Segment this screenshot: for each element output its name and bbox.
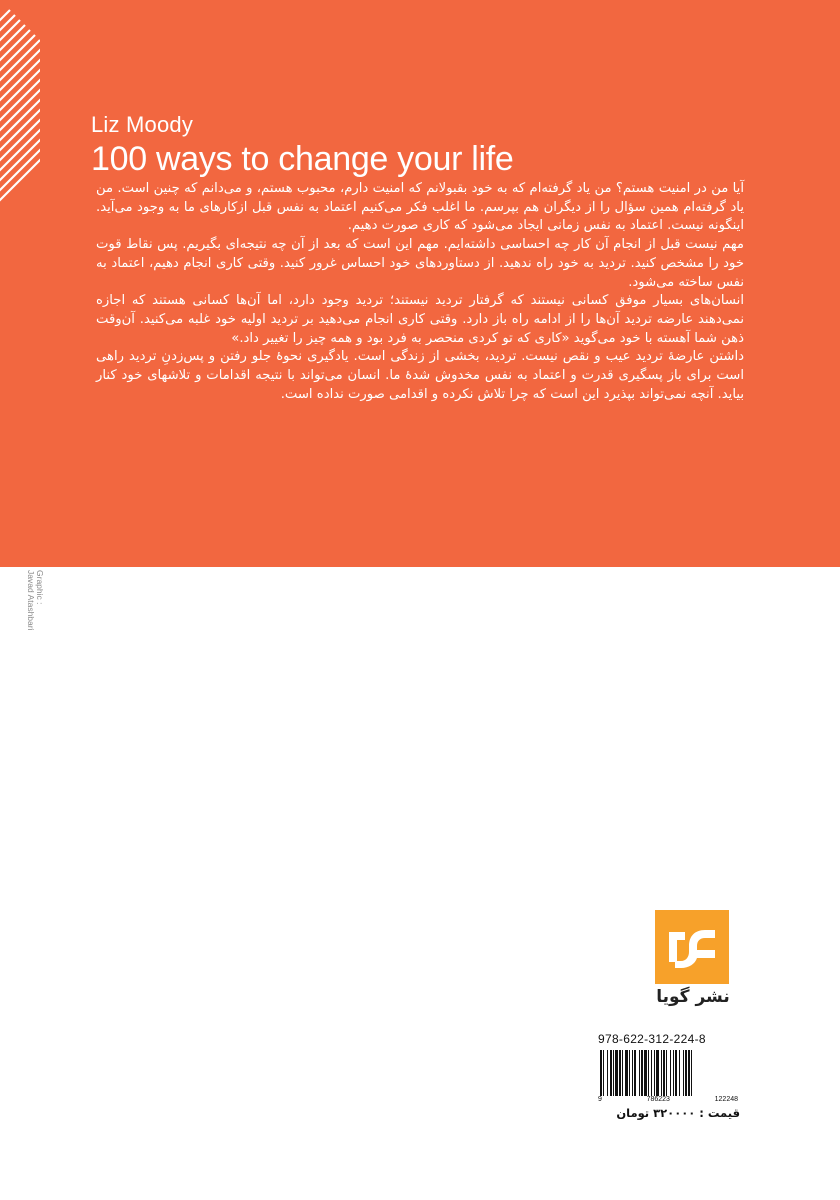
isbn-barcode — [598, 1050, 738, 1100]
isbn-number: 978-622-312-224-8 — [598, 1032, 706, 1046]
book-title: 100 ways to change your life — [91, 140, 514, 178]
publisher-logo — [655, 910, 729, 984]
barcode-digit-left: 9 — [598, 1096, 602, 1103]
blurb-paragraph: مهم نیست قبل از انجام آن کار چه احساسی داشته‌ایم. مهم این است که بعد از آن چه نتیجه‌ای بگیریم. پس نقاط قوت خود را مشخص کنید. تردید به خود راه ندهید. از دستاوردهای خود احساس غرور کنید. وقتی کاری انجام دهیم، اعتماد به نفس ساخته می‌شود. — [96, 237, 744, 290]
diagonal-stripes-decoration — [0, 0, 60, 210]
credit-name: Javad Atashbari — [26, 570, 36, 631]
barcode-digit-right: 122248 — [714, 1096, 738, 1103]
blurb-paragraph: آیا من در امنیت هستم؟ من یاد گرفته‌ام که به خود بقبولانم که امنیت دارم، محبوب هستم، و می‌دانم که چنین است. من یاد گرفته‌ام همین سؤال را از دیگران هم بپرسم. ما اغلب فکر می‌کنیم اعتماد به نفس قبل ازکارهای ما به وجود می‌آید. اینگونه نیست. اعتماد به نفس زمانی ایجاد می‌شود که کاری صورت دهیم. — [96, 181, 744, 234]
price-line — [596, 1106, 740, 1120]
price-label: قیمت : — [699, 1106, 740, 1120]
blurb-text — [96, 180, 744, 404]
price-unit: تومان — [616, 1106, 650, 1120]
graphic-credit — [28, 570, 44, 650]
publisher-logo-mark-icon — [655, 910, 729, 984]
publisher-name: نشر گویا — [656, 987, 730, 1007]
price-amount: ۳۲۰۰۰۰ — [653, 1106, 696, 1120]
credit-role: Graphic : — [35, 570, 45, 605]
barcode-digits — [598, 1096, 738, 1103]
blurb-paragraph: داشتن عارضهٔ تردید عیب و نقص نیست. تردید، بخشی از زندگی است. یادگیری نحوهٔ جلو رفتن و پس‌زدنِ تردید راهی است برای باز پسگیری قدرت و اعتماد به نفس مخدوش شدهٔ ما. انسان می‌تواند با نتیجه اقدامات و تلاشهای خود کنار بیاید. آنچه نمی‌تواند بپذیرد این است که چرا تلاش نکرده و اقدامی صورت نداده است. — [96, 349, 744, 402]
blurb-paragraph: انسان‌های بسیار موفق کسانی نیستند که گرفتار تردید نیستند؛ تردید وجود دارد، اما آن‌ها کسانی هستند که اجازه نمی‌دهند عارضه تردید آن‌ها را از ادامه راه باز دارد. وقتی کاری انجام می‌دهید بر تردید اولیه خود غلبه می‌کنید. آن‌وقت ذهن شما آهسته با خود می‌گوید «کاری که تو کردی منحصر به فرد بود و همه چیز را تغییر داد.» — [96, 293, 744, 346]
back-cover-band — [0, 0, 840, 567]
author-name: Liz Moody — [91, 112, 194, 137]
barcode-digit-mid: 786223 — [646, 1096, 670, 1103]
